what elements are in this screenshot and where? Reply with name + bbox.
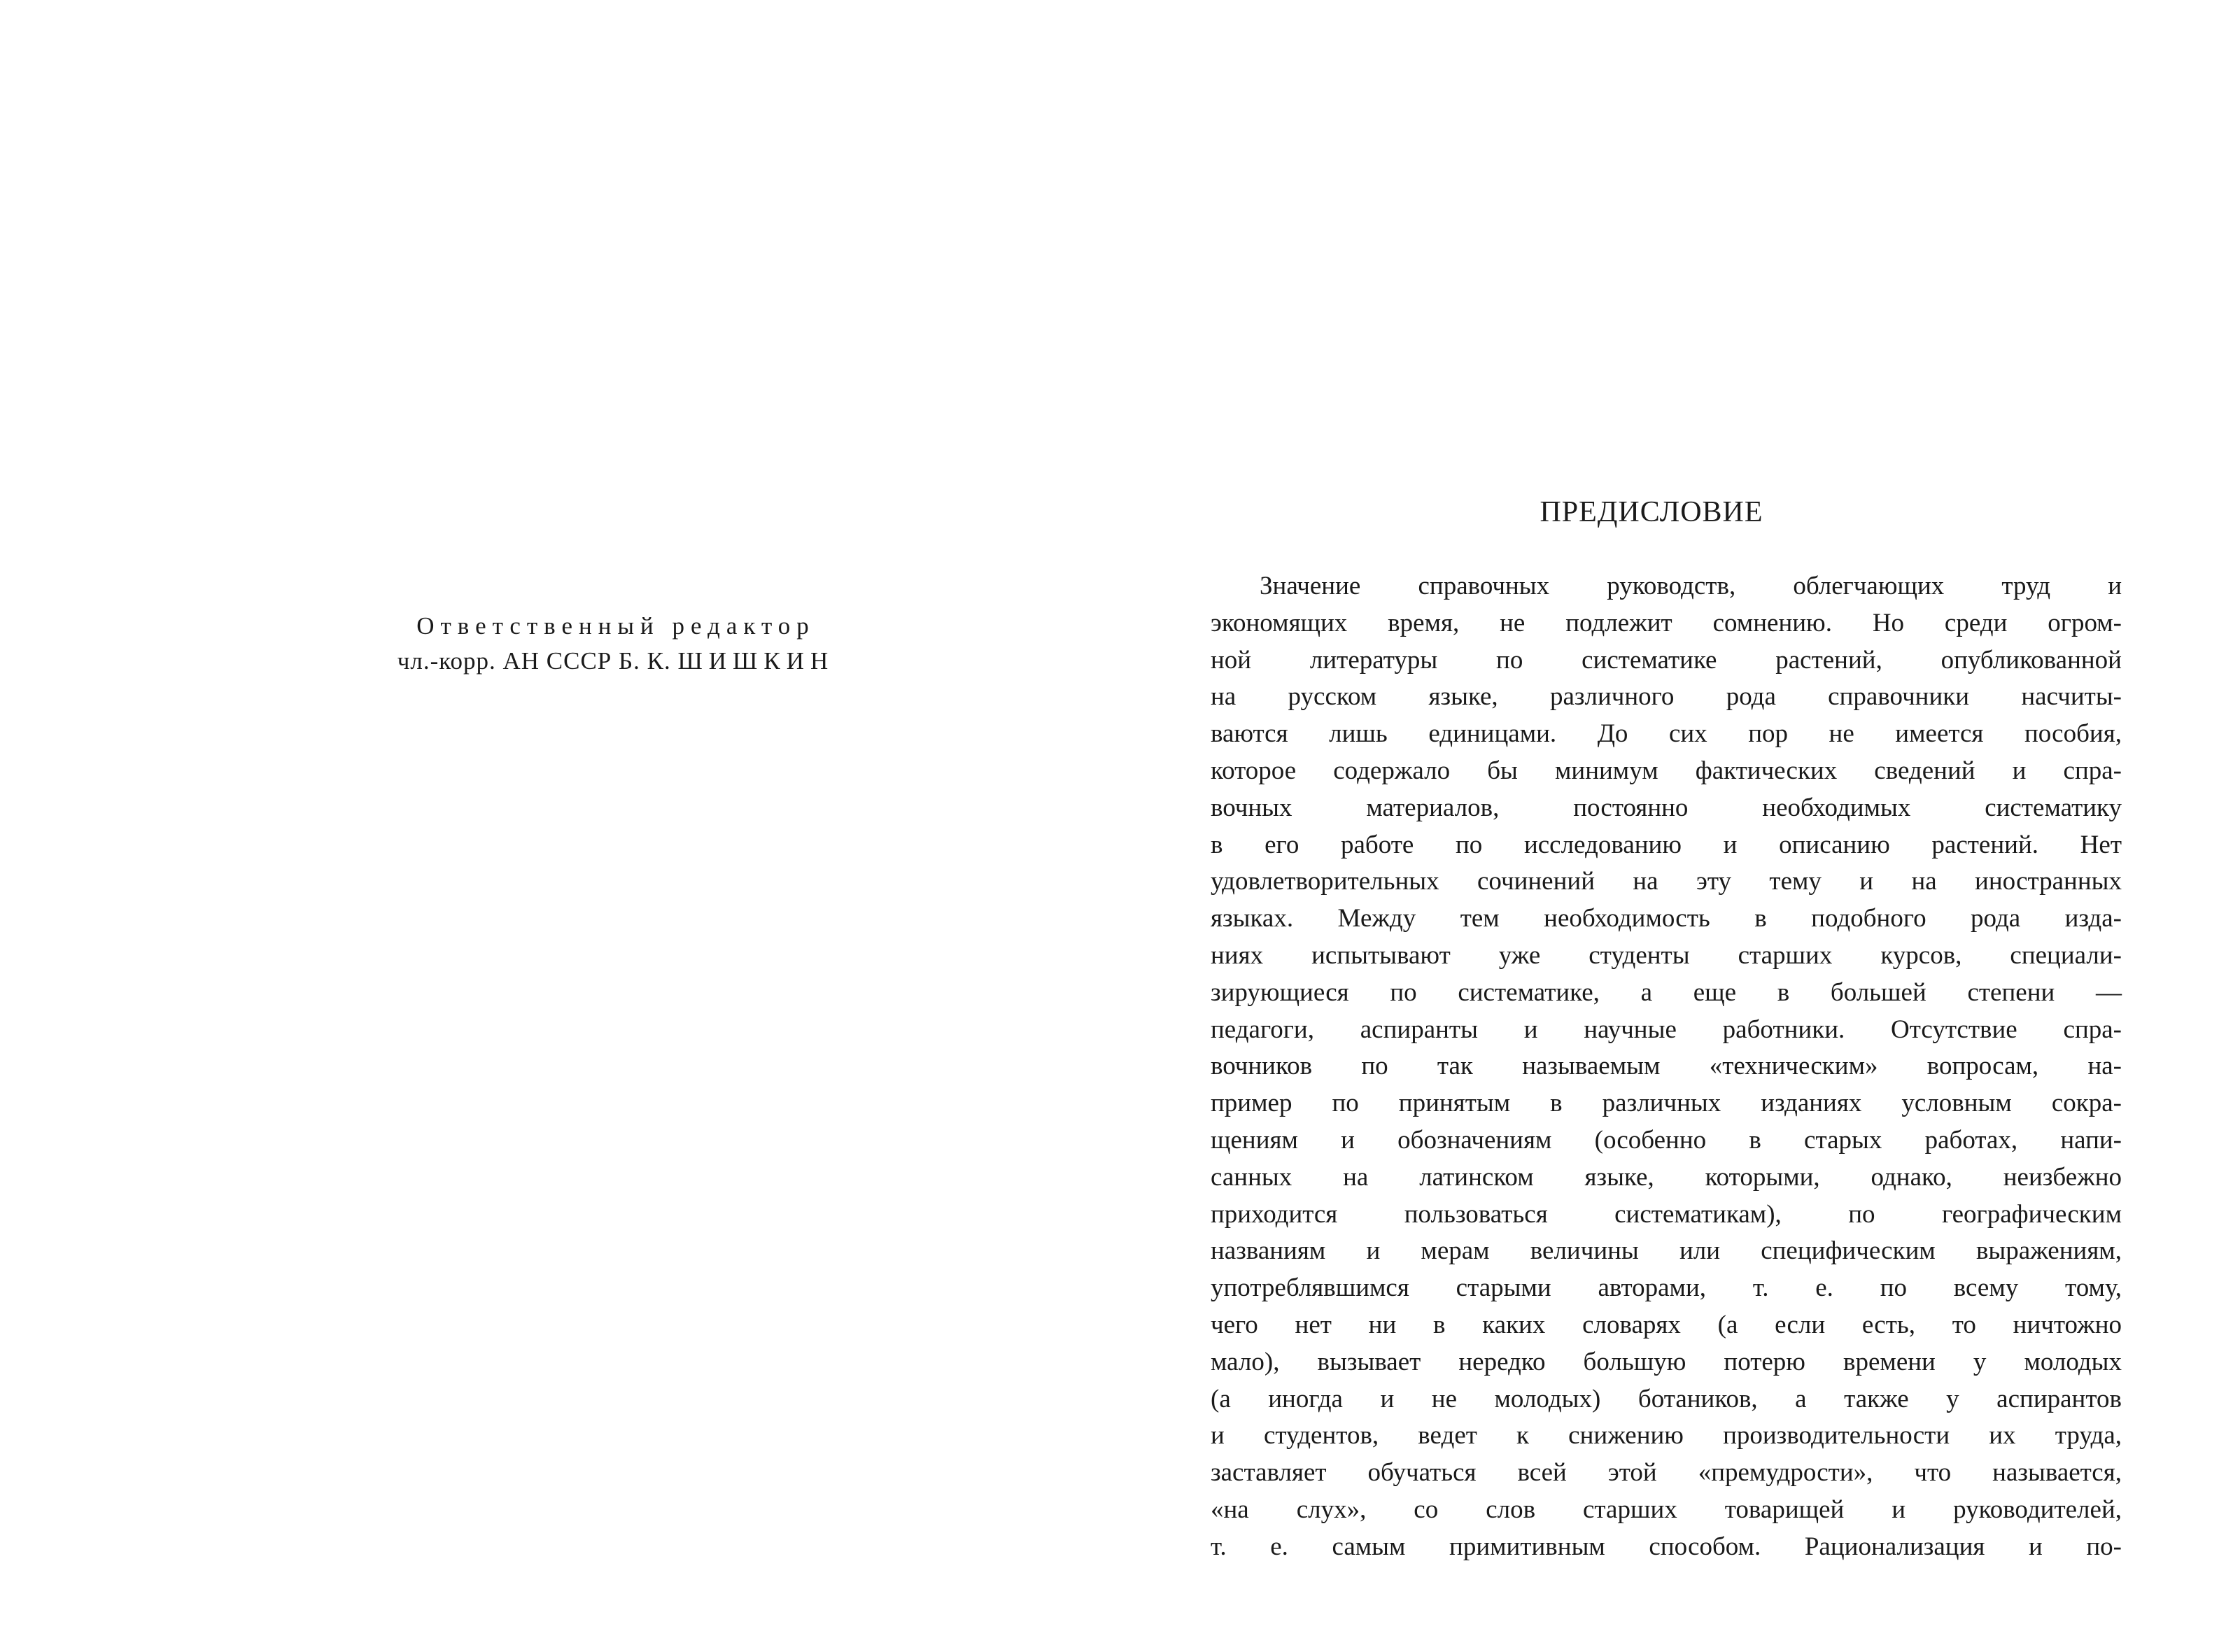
right-page xyxy=(1113,0,2226,1652)
text-line: названиям и мерам величины или специфическим выражениям, xyxy=(1211,1236,2122,1266)
text-line: «на слух», со слов старших товарищей и руководителей, xyxy=(1211,1495,2122,1524)
text-line: употреблявшимся старыми авторами, т. е. по всему тому, xyxy=(1211,1273,2122,1303)
preface-text xyxy=(1211,568,2122,1566)
text-line: в его работе по исследованию и описанию растений. Нет xyxy=(1211,830,2122,859)
text-line: Значение справочных руководств, облегчающих труд и xyxy=(1260,572,2122,600)
text-line: педагоги, аспиранты и научные работники. Отсутствие спра- xyxy=(1211,1015,2122,1044)
text-line: удовлетворительных сочинений на эту тему и на иностранных xyxy=(1211,867,2122,896)
text-line: приходится пользоваться систематикам), по географическим xyxy=(1211,1199,2122,1229)
text-line: санных на латинском языке, которыми, однако, неизбежно xyxy=(1211,1162,2122,1192)
text-line: чего нет ни в каких словарях (а если есть, то ничтожно xyxy=(1211,1310,2122,1339)
text-line: пример по принятым в различных изданиях условным сокра- xyxy=(1211,1089,2122,1118)
text-line: ной литературы по систематике растений, опубликованной xyxy=(1211,645,2122,675)
text-line: мало), вызывает нередко большую потерю времени у молодых xyxy=(1211,1347,2122,1376)
text-line: на русском языке, различного рода справочники насчиты- xyxy=(1211,682,2122,712)
text-line: ниях испытывают уже студенты старших курсов, специали- xyxy=(1211,940,2122,970)
text-line: т. е. самым примитивным способом. Рационализация и по- xyxy=(1211,1532,2122,1561)
editor-credit xyxy=(336,609,896,679)
text-line: ваются лишь единицами. До сих пор не имеется пособия, xyxy=(1211,719,2122,749)
text-line: вочников по так называемым «техническим» вопросам, на- xyxy=(1211,1052,2122,1081)
text-line: щениям и обозначениям (особенно в старых работах, напи- xyxy=(1211,1125,2122,1155)
editor-name-line xyxy=(336,644,896,679)
text-line: и студентов, ведет к снижению производительности их труда, xyxy=(1211,1421,2122,1450)
text-line: которое содержало бы минимум фактических сведений и спра- xyxy=(1211,756,2122,785)
editor-role: Ответственный редактор xyxy=(416,612,815,640)
text-line: языках. Между тем необходимость в подобного рода изда- xyxy=(1211,904,2122,933)
editor-title: чл.-корр. АН СССР Б. К. xyxy=(397,647,671,675)
chapter-title: ПРЕДИСЛОВИЕ xyxy=(1540,496,1763,528)
text-line: заставляет обучаться всей этой «премудрости», что называется, xyxy=(1211,1458,2122,1488)
text-line: (а иногда и не молодых) ботаников, а также у аспирантов xyxy=(1211,1384,2122,1413)
text-line: зирующиеся по систематике, а еще в большей степени — xyxy=(1211,977,2122,1007)
text-line: вочных материалов, постоянно необходимых систематику xyxy=(1211,793,2122,822)
text-line: экономящих время, не подлежит сомнению. Но среди огром- xyxy=(1211,608,2122,637)
editor-surname: ШИШКИН xyxy=(677,647,835,675)
